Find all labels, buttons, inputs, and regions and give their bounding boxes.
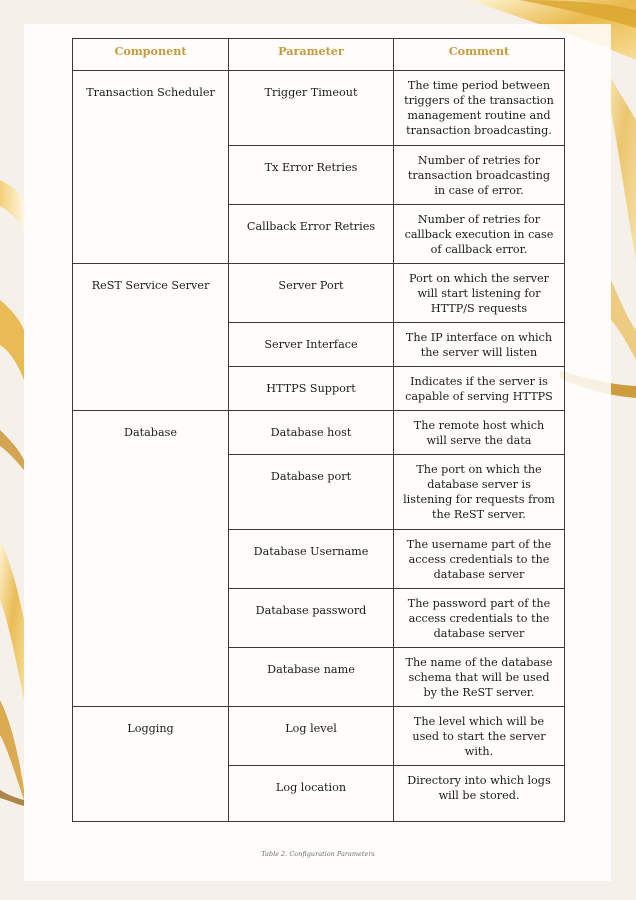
component-cell: ReST Service Server [73,264,229,411]
header-row [73,39,565,71]
comment-cell: The name of the database schema that will be used by the ReST server. [394,648,565,707]
parameter-cell: Database password [229,589,394,648]
header-comment: Comment [394,39,565,71]
table-row [73,707,565,766]
comment-cell: The time period between triggers of the transaction management routine and transaction broadcasting. [394,71,565,146]
comment-cell: The IP interface on which the server will listen [394,323,565,367]
comment-cell: The remote host which will serve the data [394,411,565,455]
comment-cell: Number of retries for callback execution in case of callback error. [394,205,565,264]
header-parameter: Parameter [229,39,394,71]
comment-cell: The password part of the access credentials to the database server [394,589,565,648]
parameter-cell: Database port [229,455,394,530]
parameter-cell: Trigger Timeout [229,71,394,146]
component-cell: Database [73,411,229,707]
table-row [73,264,565,323]
parameter-cell: Log location [229,766,394,822]
table-row [73,411,565,455]
header-component: Component [73,39,229,71]
parameter-cell: Server Port [229,264,394,323]
comment-cell: The username part of the access credentials to the database server [394,530,565,589]
comment-cell: Directory into which logs will be stored. [394,766,565,822]
parameter-cell: Database Username [229,530,394,589]
parameter-cell: Database host [229,411,394,455]
parameter-cell: HTTPS Support [229,367,394,411]
table-caption: Table 2. Configuration Parameters [261,850,375,858]
component-cell: Logging [73,707,229,822]
comment-cell: Port on which the server will start listening for HTTP/S requests [394,264,565,323]
table-row [73,71,565,146]
parameter-cell: Database name [229,648,394,707]
comment-cell: Indicates if the server is capable of serving HTTPS [394,367,565,411]
parameter-cell: Tx Error Retries [229,146,394,205]
parameter-cell: Server Interface [229,323,394,367]
comment-cell: Number of retries for transaction broadcasting in case of error. [394,146,565,205]
comment-cell: The port on which the database server is listening for requests from the ReST server. [394,455,565,530]
configuration-table [72,38,565,822]
parameter-cell: Log level [229,707,394,766]
comment-cell: The level which will be used to start the server with. [394,707,565,766]
component-cell: Transaction Scheduler [73,71,229,264]
parameter-cell: Callback Error Retries [229,205,394,264]
